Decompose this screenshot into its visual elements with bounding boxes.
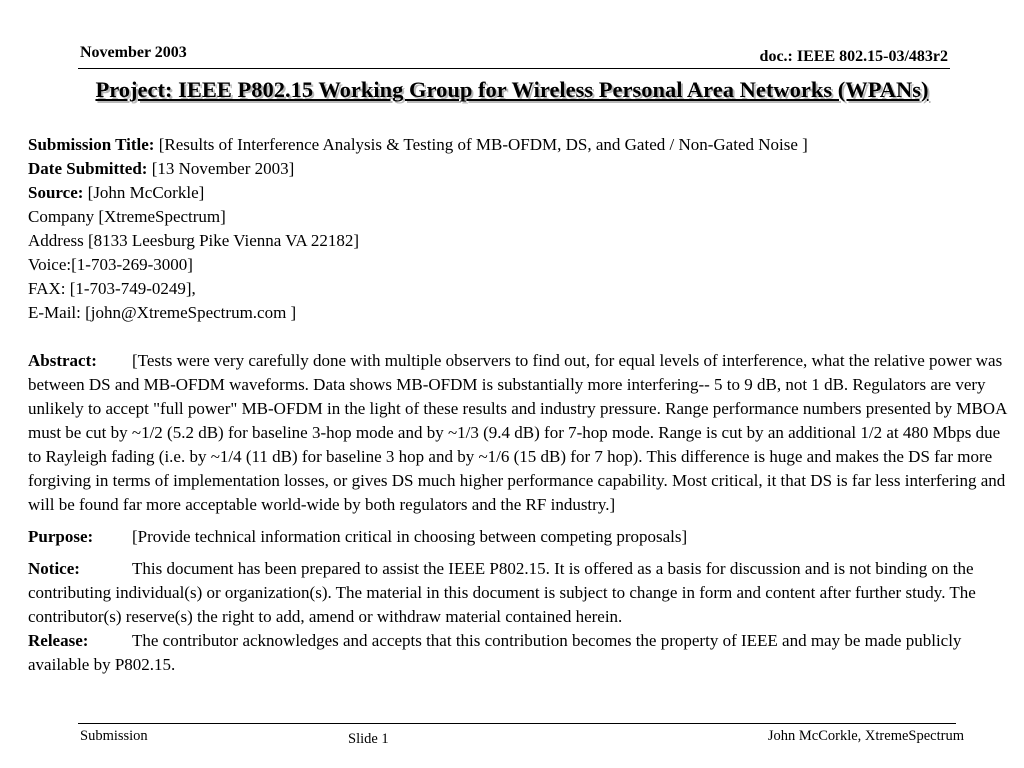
spacer	[28, 325, 1008, 349]
submission-title-label: Submission Title:	[28, 135, 155, 154]
source-line	[28, 181, 1008, 205]
notice-text: This document has been prepared to assist the IEEE P802.15. It is offered as a basis for discussion and is not binding on the contributing individual(s) or organization(s). The material in this document is subject to change in form and content after further study. The contributor(s) reserve(s) the right to add, amend or withdraw material contained herein.	[28, 559, 976, 626]
date-submitted-line	[28, 157, 1008, 181]
submission-title-value: [Results of Interference Analysis & Testing of MB-OFDM, DS, and Gated / Non-Gated Noise ]	[154, 135, 808, 154]
footer-submission: Submission	[80, 728, 148, 744]
header-doc-id: doc.: IEEE 802.15-03/483r2	[759, 48, 948, 65]
purpose-paragraph	[28, 525, 1008, 549]
source-label: Source:	[28, 183, 84, 202]
footer-author: John McCorkle, XtremeSpectrum	[767, 728, 964, 744]
purpose-text: [Provide technical information critical in choosing between competing proposals]	[132, 527, 688, 546]
date-submitted-value: [13 November 2003]	[147, 159, 295, 178]
source-value: [John McCorkle]	[83, 183, 205, 202]
release-paragraph	[28, 629, 1008, 677]
notice-label: Notice:	[28, 559, 80, 578]
fax-line: FAX: [1-703-749-0249],	[28, 279, 196, 298]
company-line: Company [XtremeSpectrum]	[28, 207, 226, 226]
footer-slide-number: Slide 1	[348, 731, 389, 747]
voice-line: Voice:[1-703-269-3000]	[28, 255, 193, 274]
purpose-label: Purpose:	[28, 527, 94, 546]
release-text: The contributor acknowledges and accepts that this contribution becomes the property of IEEE and may be made publicly available by P802.15.	[28, 631, 962, 674]
slide-title: Project: IEEE P802.15 Working Group for Wireless Personal Area Networks (WPANs)	[95, 77, 929, 102]
address-line: Address [8133 Leesburg Pike Vienna VA 22182]	[28, 231, 360, 250]
footer-rule	[78, 723, 956, 724]
notice-paragraph	[28, 557, 1008, 629]
submission-title-line	[28, 133, 1008, 157]
release-label: Release:	[28, 631, 89, 650]
date-submitted-label: Date Submitted:	[28, 159, 148, 178]
header-rule	[78, 68, 950, 69]
abstract-text: [Tests were very carefully done with multiple observers to find out, for equal levels of interference, what the relative power was between DS and MB-OFDM waveforms. Data shows MB-OFDM is substantially more interfering-- 5 to 9 dB, not 1 dB. Regulators are very unlikely to accept "full power" MB-OFDM in the light of these results and industry pressure. Range performance numbers presented by MBOA must be cut by ~1/2 (5.2 dB) for baseline 3-hop mode and by ~1/3 (9.4 dB) for 7-hop mode. Range is cut by an additional 1/2 at 480 Mbps due to Rayleigh fading (i.e. by ~1/4 (11 dB) for baseline 3 hop and by ~1/6 (15 dB) for 7 hop). This difference is huge and makes the DS far more forgiving in terms of implementation losses, or gives DS much higher performance capability. Most critical, it that DS is far less interfering and will be found far more acceptable world-wide by both regulators and the RF industry.]	[28, 351, 1007, 514]
slide-body	[28, 133, 1008, 677]
header-date: November 2003	[80, 44, 187, 61]
abstract-label: Abstract:	[28, 351, 97, 370]
email-line: E-Mail: [john@XtremeSpectrum.com ]	[28, 303, 297, 322]
abstract-paragraph	[28, 349, 1008, 517]
